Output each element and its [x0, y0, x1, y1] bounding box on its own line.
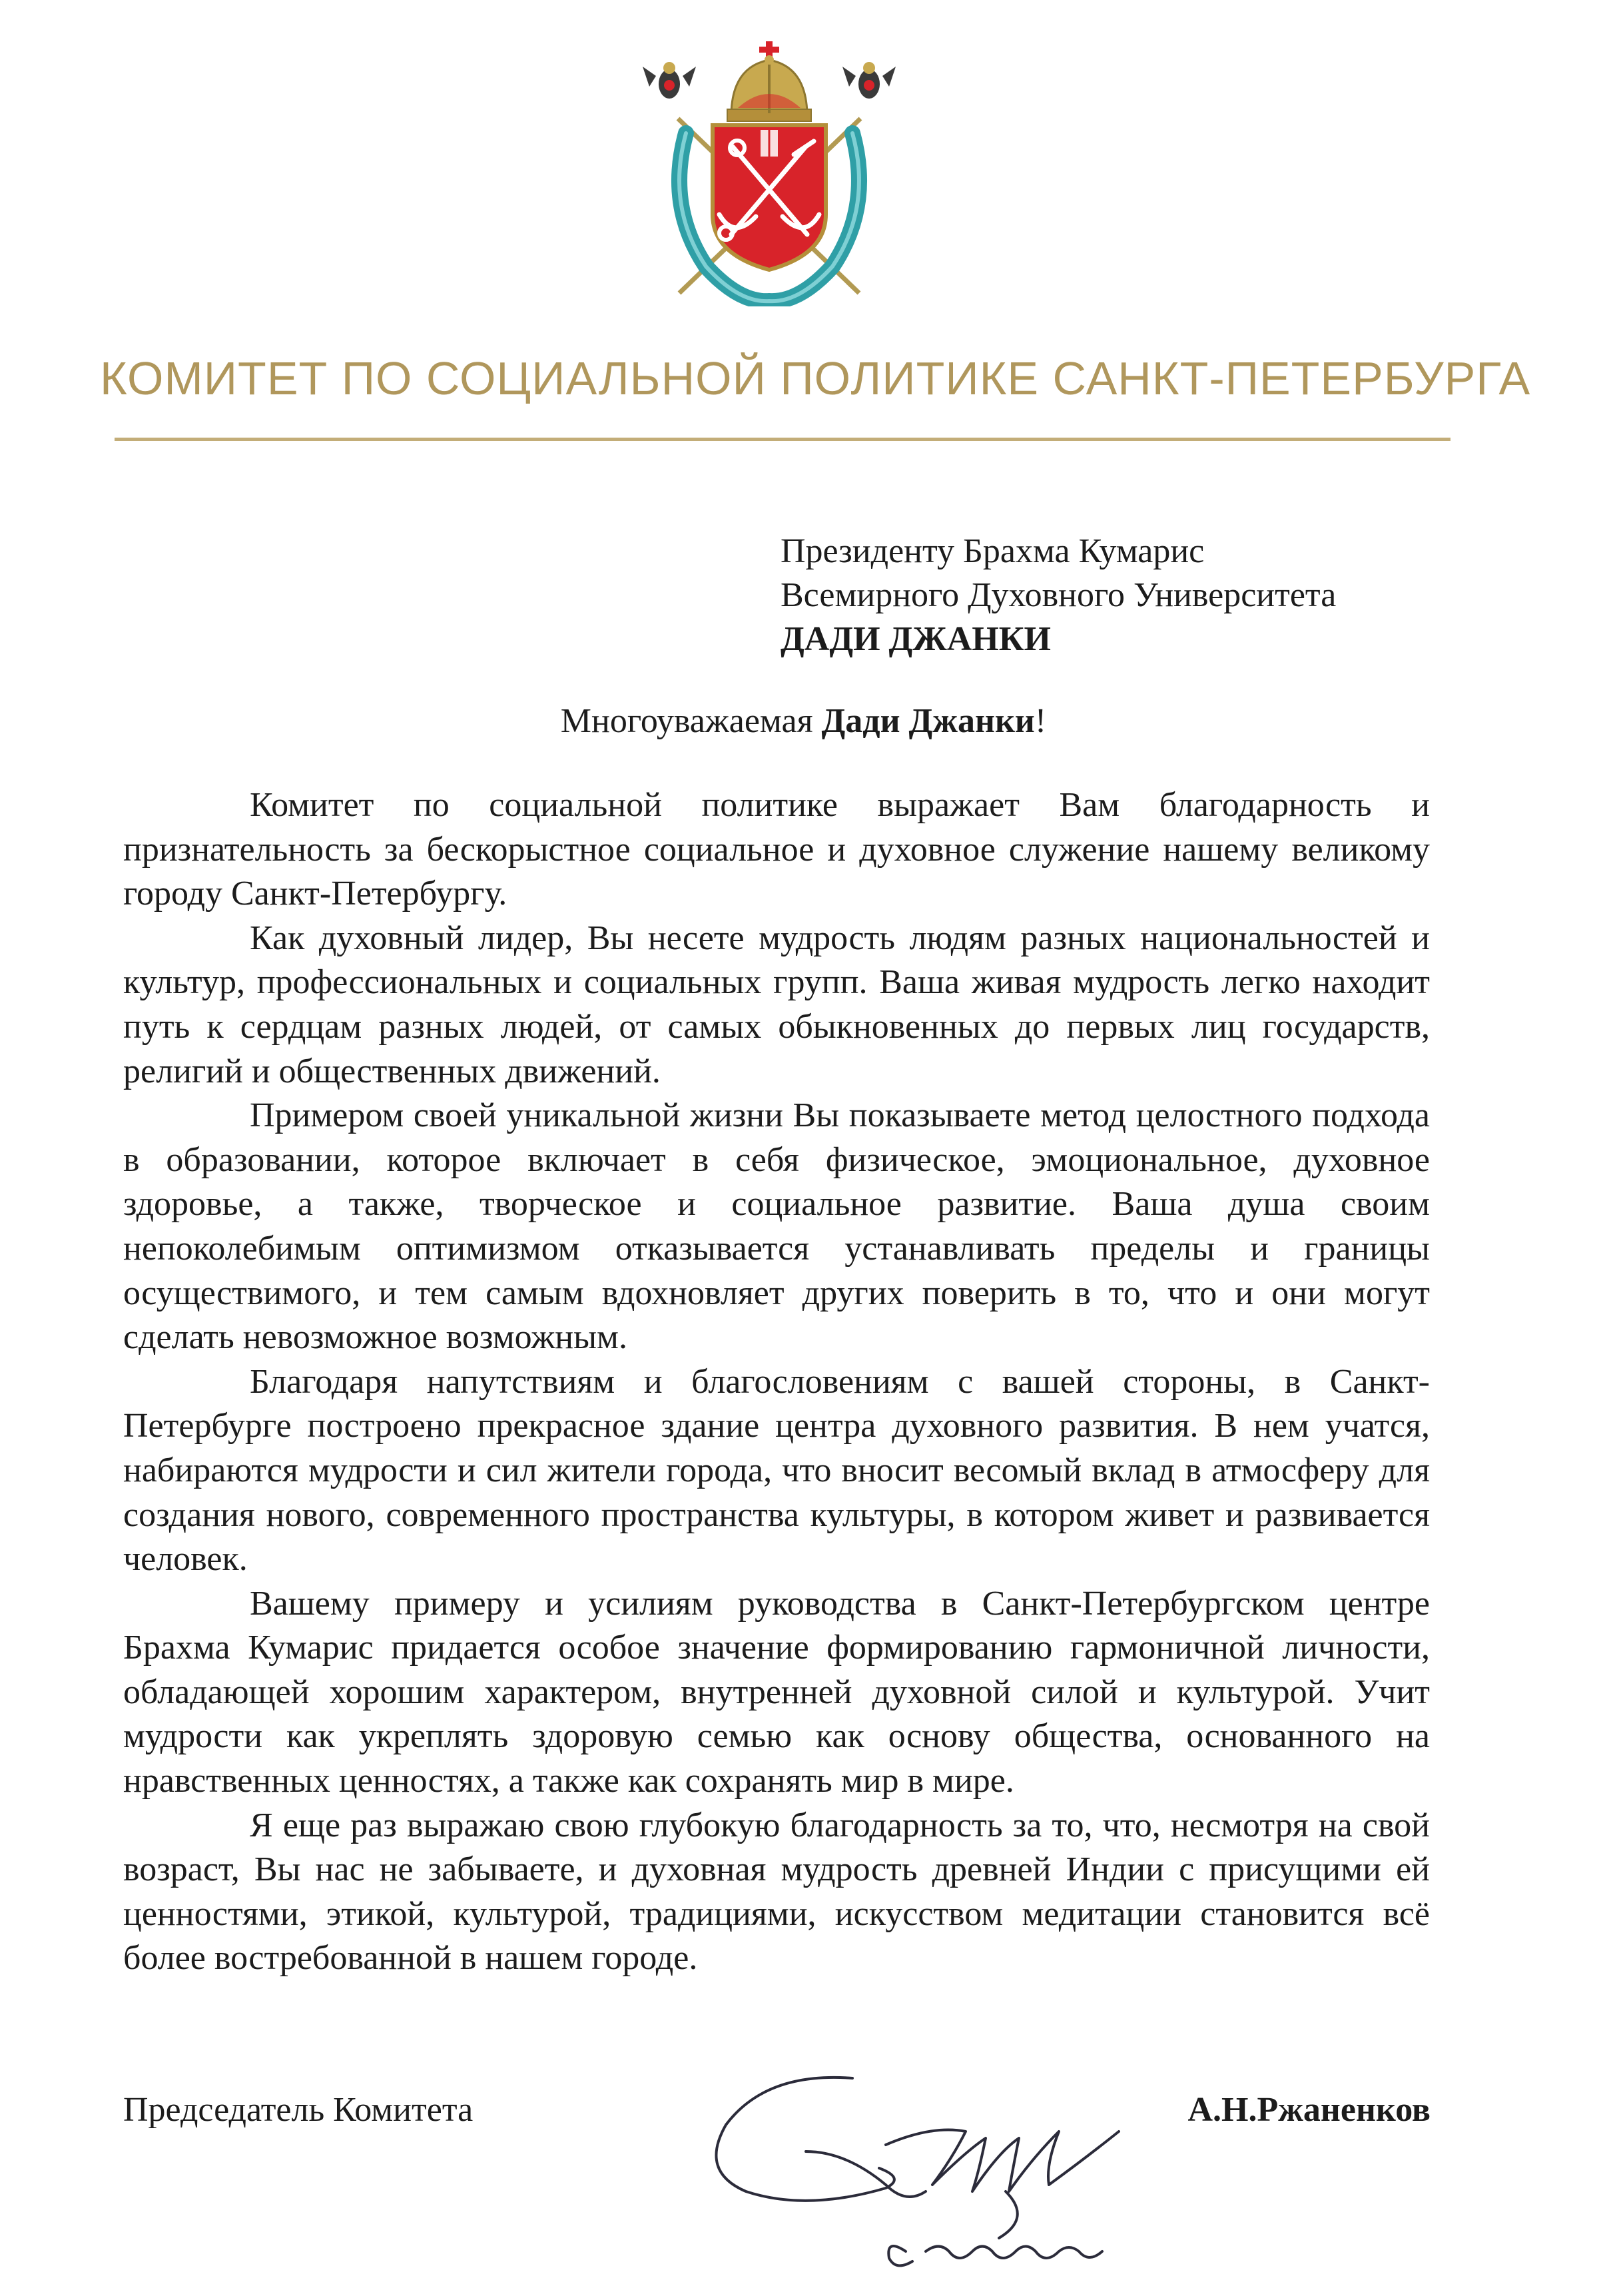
- header-divider: [115, 438, 1450, 441]
- paragraph-3: Примером своей уникальной жизни Вы показываете метод целостного подхода в образовании, которое включает в себя физическое, эмоциональное, духовное здоровье, а также, творческое и социальное развитие. Ваша душа своим непоколебимым оптимизмом отказывается устанавливать пределы и границы осуществимого, и тем самым вдохновляет других поверить в то, что и они могут сделать невозможное возможным.: [123, 1096, 1430, 1357]
- letter-body: [123, 783, 1430, 1981]
- greeting-prefix: Многоуважаемая: [560, 702, 822, 740]
- addressee-block: [781, 530, 1336, 661]
- signer-name: А.Н.Ржаненков: [1187, 2091, 1431, 2129]
- greeting-name: Дади Джанки: [821, 702, 1035, 740]
- greeting: [0, 699, 1607, 743]
- paragraph-4: Благодаря напутствиям и благословениям с вашей стороны, в Санкт-Петербурге построено прекрасное здание центра духовного развития. В нем учатся, набираются мудрости и сил жители города, что вносит весомый вклад в атмосферу для создания нового, современного пространства культуры, в котором живет и развивается человек.: [123, 1362, 1430, 1579]
- addressee-line-2: Всемирного Духовного Университета: [781, 576, 1337, 614]
- greeting-suffix: !: [1034, 702, 1047, 740]
- signer-title: Председатель Комитета: [123, 2091, 474, 2129]
- paragraph-2: Как духовный лидер, Вы несете мудрость людям разных национальностей и культур, профессиональных и социальных групп. Ваша живая мудрость легко находит путь к сердцам разных людей, от самых обыкновенных до первых лиц государств, религий и общественных движений.: [123, 919, 1430, 1090]
- addressee-line-1: Президенту Брахма Кумарис: [781, 532, 1205, 570]
- paragraph-5: Вашему примеру и усилиям руководства в Санкт-Петербургском центре Брахма Кумарис придается особое значение формированию гармоничной личности, обладающей хорошим характером, внутренней духовной силой и культурой. Учит мудрости как укреплять здоровую семью как основу общества, основанного на нравственных ценностях, а также как сохранять мир в мире.: [123, 1584, 1430, 1800]
- committee-name: КОМИТЕТ ПО СОЦИАЛЬНОЙ ПОЛИТИКЕ САНКТ-ПЕТЕРБУРГА: [100, 352, 1531, 404]
- coat-of-arms-icon: [639, 40, 899, 306]
- paragraph-1: Комитет по социальной политике выражает Вам благодарность и признательность за бескорыстное социальное и духовное служение нашему великому городу Санкт-Петербургу.: [123, 786, 1430, 913]
- paragraph-6: Я еще раз выражаю свою глубокую благодарность за то, что, несмотря на свой возраст, Вы нас не забываете, и духовная мудрость древней Индии с присущими ей ценностями, этикой, культурой, традициями, искусством медитации становится всё более востребованной в нашем городе.: [123, 1806, 1430, 1978]
- addressee-name: ДАДИ ДЖАНКИ: [781, 620, 1051, 658]
- handwritten-signature-icon: [686, 2052, 1192, 2278]
